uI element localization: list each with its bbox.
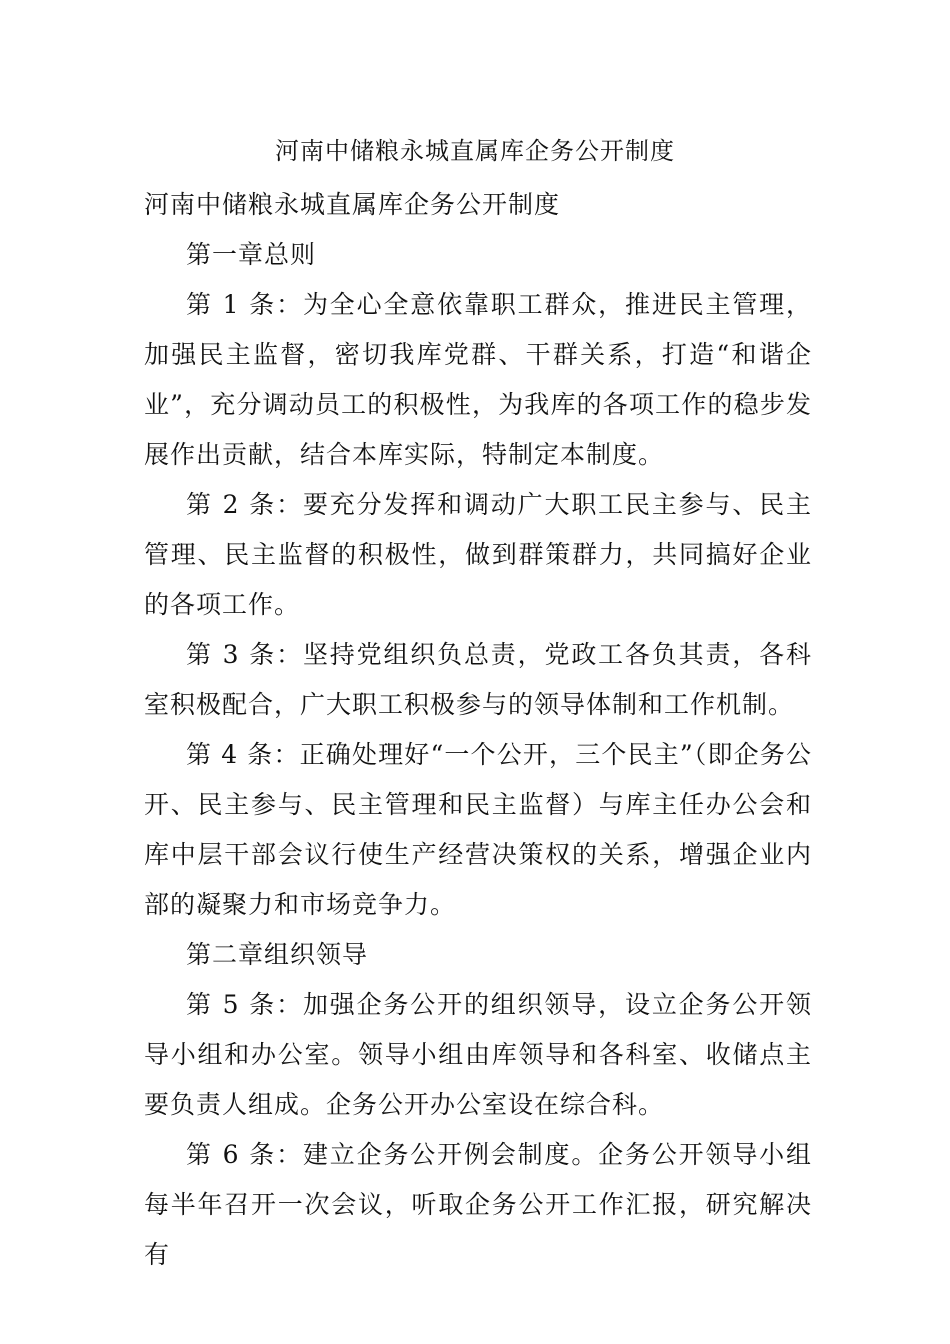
article-4: 第 4 条：正确处理好“一个公开，三个民主”（即企务公开、民主参与、民主管理和民主监督）与库主任办公会和库中层干部会议行使生产经营决策权的关系，增强企业内部的凝聚力和市场竞争力。 xyxy=(144,740,812,919)
document-subtitle: 河南中储粮永城直属库企务公开制度 xyxy=(144,190,561,219)
document-title: 河南中储粮永城直属库企务公开制度 xyxy=(275,137,675,165)
chapter-heading-1: 第一章总则 xyxy=(186,240,317,269)
chapter-heading-2: 第二章组织领导 xyxy=(186,940,369,969)
article-5: 第 5 条：加强企务公开的组织领导，设立企务公开领导小组和办公室。领导小组由库领导和各科室、收储点主要负责人组成。企务公开办公室设在综合科。 xyxy=(144,990,812,1119)
article-1: 第 1 条：为全心全意依靠职工群众，推进民主管理，加强民主监督，密切我库党群、干群关系，打造“和谐企业”，充分调动员工的积极性，为我库的各项工作的稳步发展作出贡献，结合本库实际，特制定本制度。 xyxy=(144,290,812,469)
article-2: 第 2 条：要充分发挥和调动广大职工民主参与、民主管理、民主监督的积极性，做到群策群力，共同搞好企业的各项工作。 xyxy=(144,490,812,619)
document-body xyxy=(144,180,812,1280)
article-3: 第 3 条：坚持党组织负总责，党政工各负其责，各科室积极配合，广大职工积极参与的领导体制和工作机制。 xyxy=(144,640,812,719)
article-6: 第 6 条：建立企务公开例会制度。企务公开领导小组每半年召开一次会议，听取企务公开工作汇报，研究解决有 xyxy=(144,1140,812,1269)
